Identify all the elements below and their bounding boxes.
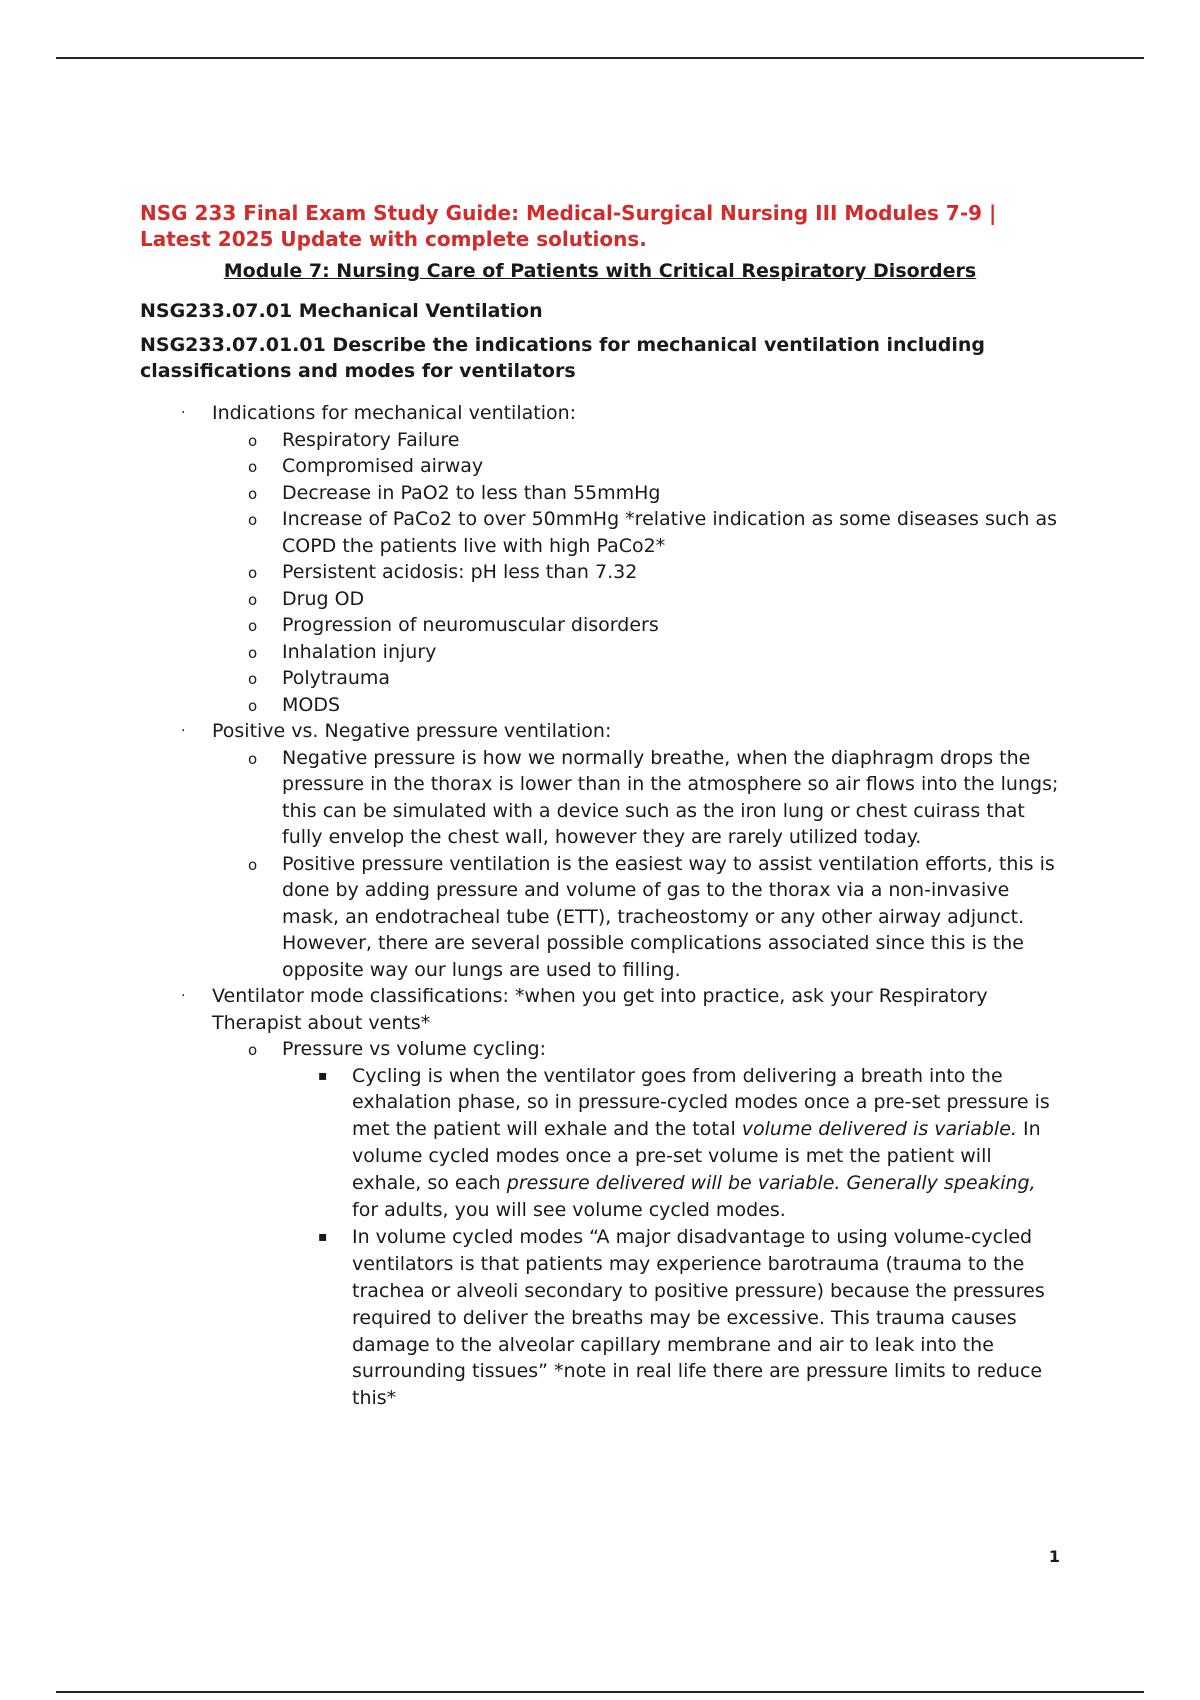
- bottom-rule: [56, 1691, 1144, 1693]
- page-number: 1: [1048, 1547, 1060, 1566]
- list-item-pressure: [140, 718, 1060, 983]
- bullet-circle-icon: o: [248, 431, 258, 450]
- list-item: o MODS: [212, 692, 1060, 719]
- top-rule: [56, 57, 1144, 59]
- pressure-list: [212, 745, 1060, 984]
- pressure-label: Positive vs. Negative pressure ventilation:: [212, 720, 612, 742]
- main-bullet-list: [140, 400, 1060, 1412]
- bullet-circle-icon: o: [248, 670, 258, 688]
- bullet-circle-icon: o: [248, 511, 258, 529]
- list-item: o Polytrauma: [212, 665, 1060, 692]
- page-content: [140, 200, 1060, 1412]
- bullet-circle-icon: o: [248, 564, 258, 582]
- bullet-dot-icon: ·: [181, 988, 186, 1004]
- bullet-dot-icon: ·: [181, 723, 186, 739]
- list-item: o Negative pressure is how we normally breathe, when the diaphragm drops the pressure in the thorax is lower than in the atmosphere so air flows into the lungs; this can be simulated with a device such as the iron lung or chest cuirass that fully envelop the chest wall, however they are rarely utilized today.: [248, 746, 1059, 848]
- bullet-circle-icon: o: [248, 617, 258, 635]
- list-item: o Inhalation injury: [212, 639, 1060, 666]
- list-item: o Decrease in PaO2 to less than 55mmHg: [212, 480, 1060, 507]
- indications-list: [212, 427, 1060, 719]
- indications-label: Indications for mechanical ventilation:: [212, 402, 577, 424]
- list-item: o Increase of PaCo2 to over 50mmHg *relative indication as some diseases such as COPD the patients live with high PaCo2*: [248, 508, 1058, 557]
- bullet-circle-icon: o: [248, 484, 258, 503]
- list-item: o Progression of neuromuscular disorders: [212, 612, 1060, 639]
- modes-list: [212, 1036, 1060, 1412]
- bullet-circle-icon: o: [248, 749, 258, 768]
- module-heading: Module 7: Nursing Care of Patients with Critical Respiratory Disorders: [223, 260, 977, 282]
- list-item: o Drug OD: [212, 586, 1060, 613]
- bullet-circle-icon: o: [248, 458, 258, 476]
- list-item: o Compromised airway: [212, 453, 1060, 480]
- bullet-circle-icon: o: [248, 1041, 258, 1059]
- list-item-modes: [140, 983, 1060, 1412]
- bullet-circle-icon: o: [248, 643, 258, 662]
- list-item: ▪ Cycling is when the ventilator goes from delivering a breath into the exhalation phase, so in pressure-cycled modes once a pre-set pressure is met the patient will exhale and the total volume delivered is variable. In volume cycled modes once a pre-set volume is met the patient will exhale, so each pressure delivered will be variable. Generally speaking, for adults, you will see volume cycled modes.: [318, 1064, 1050, 1222]
- list-item: o Persistent acidosis: pH less than 7.32: [212, 559, 1060, 586]
- objective-heading: NSG233.07.01.01 Describe the indications for mechanical ventilation including classifications and modes for ventilators: [140, 334, 986, 382]
- bullet-square-icon: ▪: [318, 1067, 328, 1084]
- bullet-square-icon: ▪: [318, 1228, 328, 1245]
- list-item: ▪ In volume cycled modes “A major disadvantage to using volume-cycled ventilators is that patients may experience barotrauma (trauma to the trachea or alveoli secondary to positive pressure) because the pressures required to deliver the breaths may be excessive. This trauma causes damage to the alveolar capillary membrane and air to leak into the surrounding tissues” *note in real life there are pressure limits to reduce this*: [318, 1225, 1045, 1410]
- list-item: o Positive pressure ventilation is the easiest way to assist ventilation efforts, this is done by adding pressure and volume of gas to the thorax via a non-invasive mask, an endotracheal tube (ETT), tracheostomy or any other airway adjunct. However, there are several possible complications associated since this is the opposite way our lungs are used to filling.: [248, 852, 1055, 981]
- bullet-circle-icon: o: [248, 855, 258, 874]
- section-heading: NSG233.07.01 Mechanical Ventilation: [140, 300, 543, 322]
- list-item: [212, 1036, 1060, 1412]
- bullet-dot-icon: ·: [181, 405, 186, 421]
- cycling-sub-label: Pressure vs volume cycling:: [282, 1038, 546, 1060]
- document-title: NSG 233 Final Exam Study Guide: Medical-Surgical Nursing III Modules 7-9 | Latest 2025 Update with complete solutions.: [140, 201, 997, 251]
- list-item: o Respiratory Failure: [212, 427, 1060, 454]
- modes-label: Ventilator mode classifications: *when you get into practice, ask your Respiratory Therapist about vents*: [212, 985, 988, 1034]
- cycling-list: [282, 1063, 1060, 1413]
- bullet-circle-icon: o: [248, 590, 258, 609]
- list-item-indications: [140, 400, 1060, 718]
- bullet-circle-icon: o: [248, 696, 258, 715]
